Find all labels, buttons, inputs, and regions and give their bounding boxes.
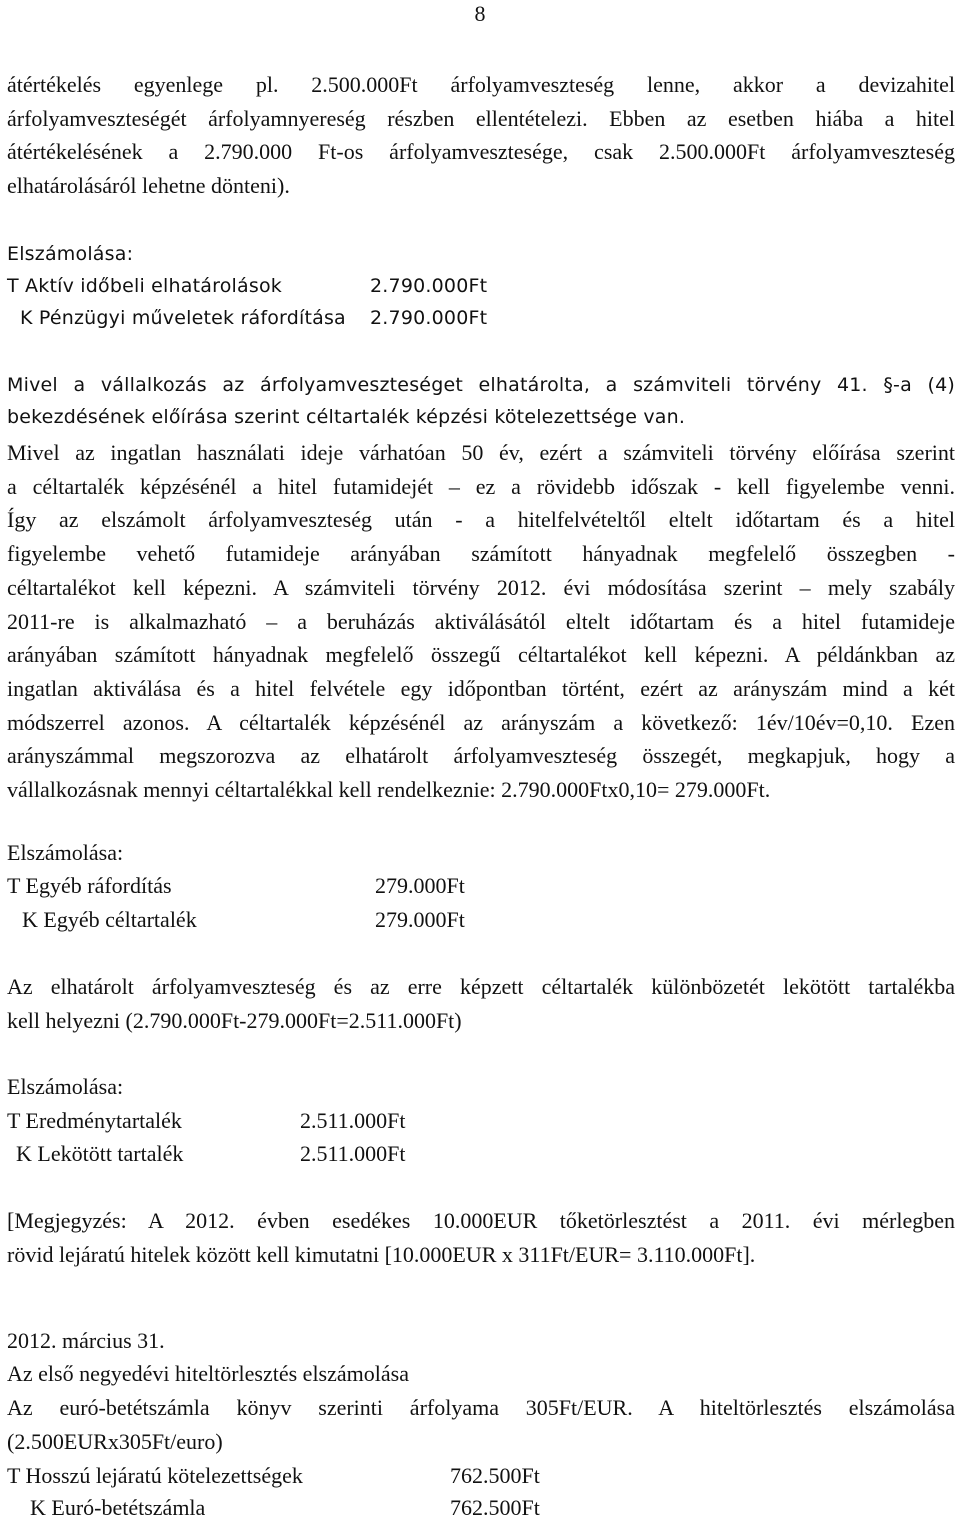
text-line: átértékelés egyenlege pl. 2.500.000Ft árfolyamveszteség lenne, akkor a devizahitel [7, 72, 955, 97]
text-line: Mivel a vállalkozás az árfolyamveszteséget elhatárolta, a számviteli törvény 41. §-a (4) [7, 374, 955, 396]
rate-paragraph [7, 1391, 955, 1458]
text-line: céltartalékot kell képezni. A számviteli törvény 2012. évi módosítása szerint – mely szabály [7, 574, 955, 600]
obligation-paragraph [7, 369, 955, 433]
text-line: a céltartalék képzésénél a hitel futamidejét – ez a rövidebb időszak - kell figyelembe venni. [7, 473, 955, 499]
transfer-paragraph [7, 970, 955, 1037]
text-line: (2.500EURx305Ft/euro) [7, 1428, 223, 1454]
note-paragraph [7, 1204, 955, 1271]
entry-3-debit-amount: 2.511.000Ft [300, 1108, 406, 1133]
text-line: figyelembe vehető futamideje arányában számított hányadnak megfelelő összegben - [7, 541, 955, 567]
entry-3-debit-label: T Eredménytartalék [7, 1108, 182, 1133]
entry-1-debit-label: T Aktív időbeli elhatárolások [7, 275, 282, 297]
text-line: Az elhatárolt árfolyamveszteség és az erre képzett céltartalék különbözetét lekötött tartalékba [7, 974, 955, 999]
text-line: elhatárolásáról lehetne dönteni). [7, 173, 290, 199]
text-line: Mivel az ingatlan használati ideje várhatóan 50 év, ezért a számviteli törvény előírása szerint [7, 440, 955, 465]
entry-3-credit-label: K Lekötött tartalék [16, 1141, 184, 1166]
text-line: kell helyezni (2.790.000Ft-279.000Ft=2.511.000Ft) [7, 1007, 462, 1033]
page-number: 8 [474, 1, 486, 26]
text-line: módszerrel azonos. A céltartalék képzésénél az arányszám a következő: 1év/10év=0,10. Ezen [7, 709, 955, 735]
entry-2-heading: Elszámolása: [7, 840, 124, 865]
text-line: 2011-re is alkalmazható – a beruházás aktiválásától eltelt időtartam és a hitel futamideje [7, 608, 955, 634]
entry-4-credit-amount: 762.500Ft [450, 1495, 540, 1520]
text-line: arányában számított hányadnak megfelelő összegű céltartalékot kell képezni. A példánkban az [7, 642, 955, 668]
entry-3-heading: Elszámolása: [7, 1074, 124, 1099]
entry-1-credit-amount: 2.790.000Ft [370, 307, 488, 329]
entry-4-debit-amount: 762.500Ft [450, 1463, 540, 1488]
text-line: árfolyamveszteségét árfolyamnyereség részben ellentételezi. Ebben az esetben hiába a hitel [7, 105, 955, 131]
text-line: Az euró-betétszámla könyv szerinti árfolyama 305Ft/EUR. A hiteltörlesztés elszámolása [7, 1395, 955, 1420]
text-line: ingatlan aktiválása és a hitel felvétele egy időpontban történt, ezért az arányszám mind a két [7, 675, 955, 701]
entry-1-credit-label: K Pénzügyi műveletek ráfordítása [20, 307, 346, 329]
text-line: bekezdésének előírása szerint céltartalék képzési kötelezettsége van. [7, 406, 686, 428]
section-title: Az első negyedévi hiteltörlesztés elszámolása [7, 1361, 409, 1386]
entry-2-debit-amount: 279.000Ft [375, 873, 465, 898]
main-paragraph [7, 436, 955, 807]
entry-4-credit-label: K Euró-betétszámla [30, 1495, 206, 1520]
entry-1 [7, 238, 955, 270]
entry-1-debit-amount: 2.790.000Ft [370, 275, 488, 297]
text-line: Így az elszámolt árfolyamveszteség után - a hitelfelvételtől eltelt időtartam és a hitel [7, 507, 955, 533]
entry-2-credit-label: K Egyéb céltartalék [22, 907, 197, 932]
text-line: [Megjegyzés: A 2012. évben esedékes 10.000EUR tőketörlesztést a 2011. évi mérlegben [7, 1208, 955, 1233]
entry-2-debit-label: T Egyéb ráfordítás [7, 873, 172, 898]
entry-3-credit-amount: 2.511.000Ft [300, 1141, 406, 1166]
intro-paragraph [7, 68, 955, 203]
entry-heading: Elszámolása: [7, 243, 134, 265]
entry-2-credit-amount: 279.000Ft [375, 907, 465, 932]
date-heading: 2012. március 31. [7, 1328, 165, 1353]
text-line: arányszámmal megszorozva az elhatárolt árfolyamveszteség összegét, megkapjuk, hogy a [7, 743, 955, 769]
text-line: rövid lejáratú hitelek között kell kimutatni [10.000EUR x 311Ft/EUR= 3.110.000Ft]. [7, 1241, 756, 1267]
entry-4-debit-label: T Hosszú lejáratú kötelezettségek [7, 1463, 303, 1488]
text-line: vállalkozásnak mennyi céltartalékkal kell rendelkeznie: 2.790.000Ftx0,10= 279.000Ft. [7, 777, 771, 803]
text-line: átértékelésének a 2.790.000 Ft-os árfolyamvesztesége, csak 2.500.000Ft árfolyamveszteség [7, 139, 955, 165]
